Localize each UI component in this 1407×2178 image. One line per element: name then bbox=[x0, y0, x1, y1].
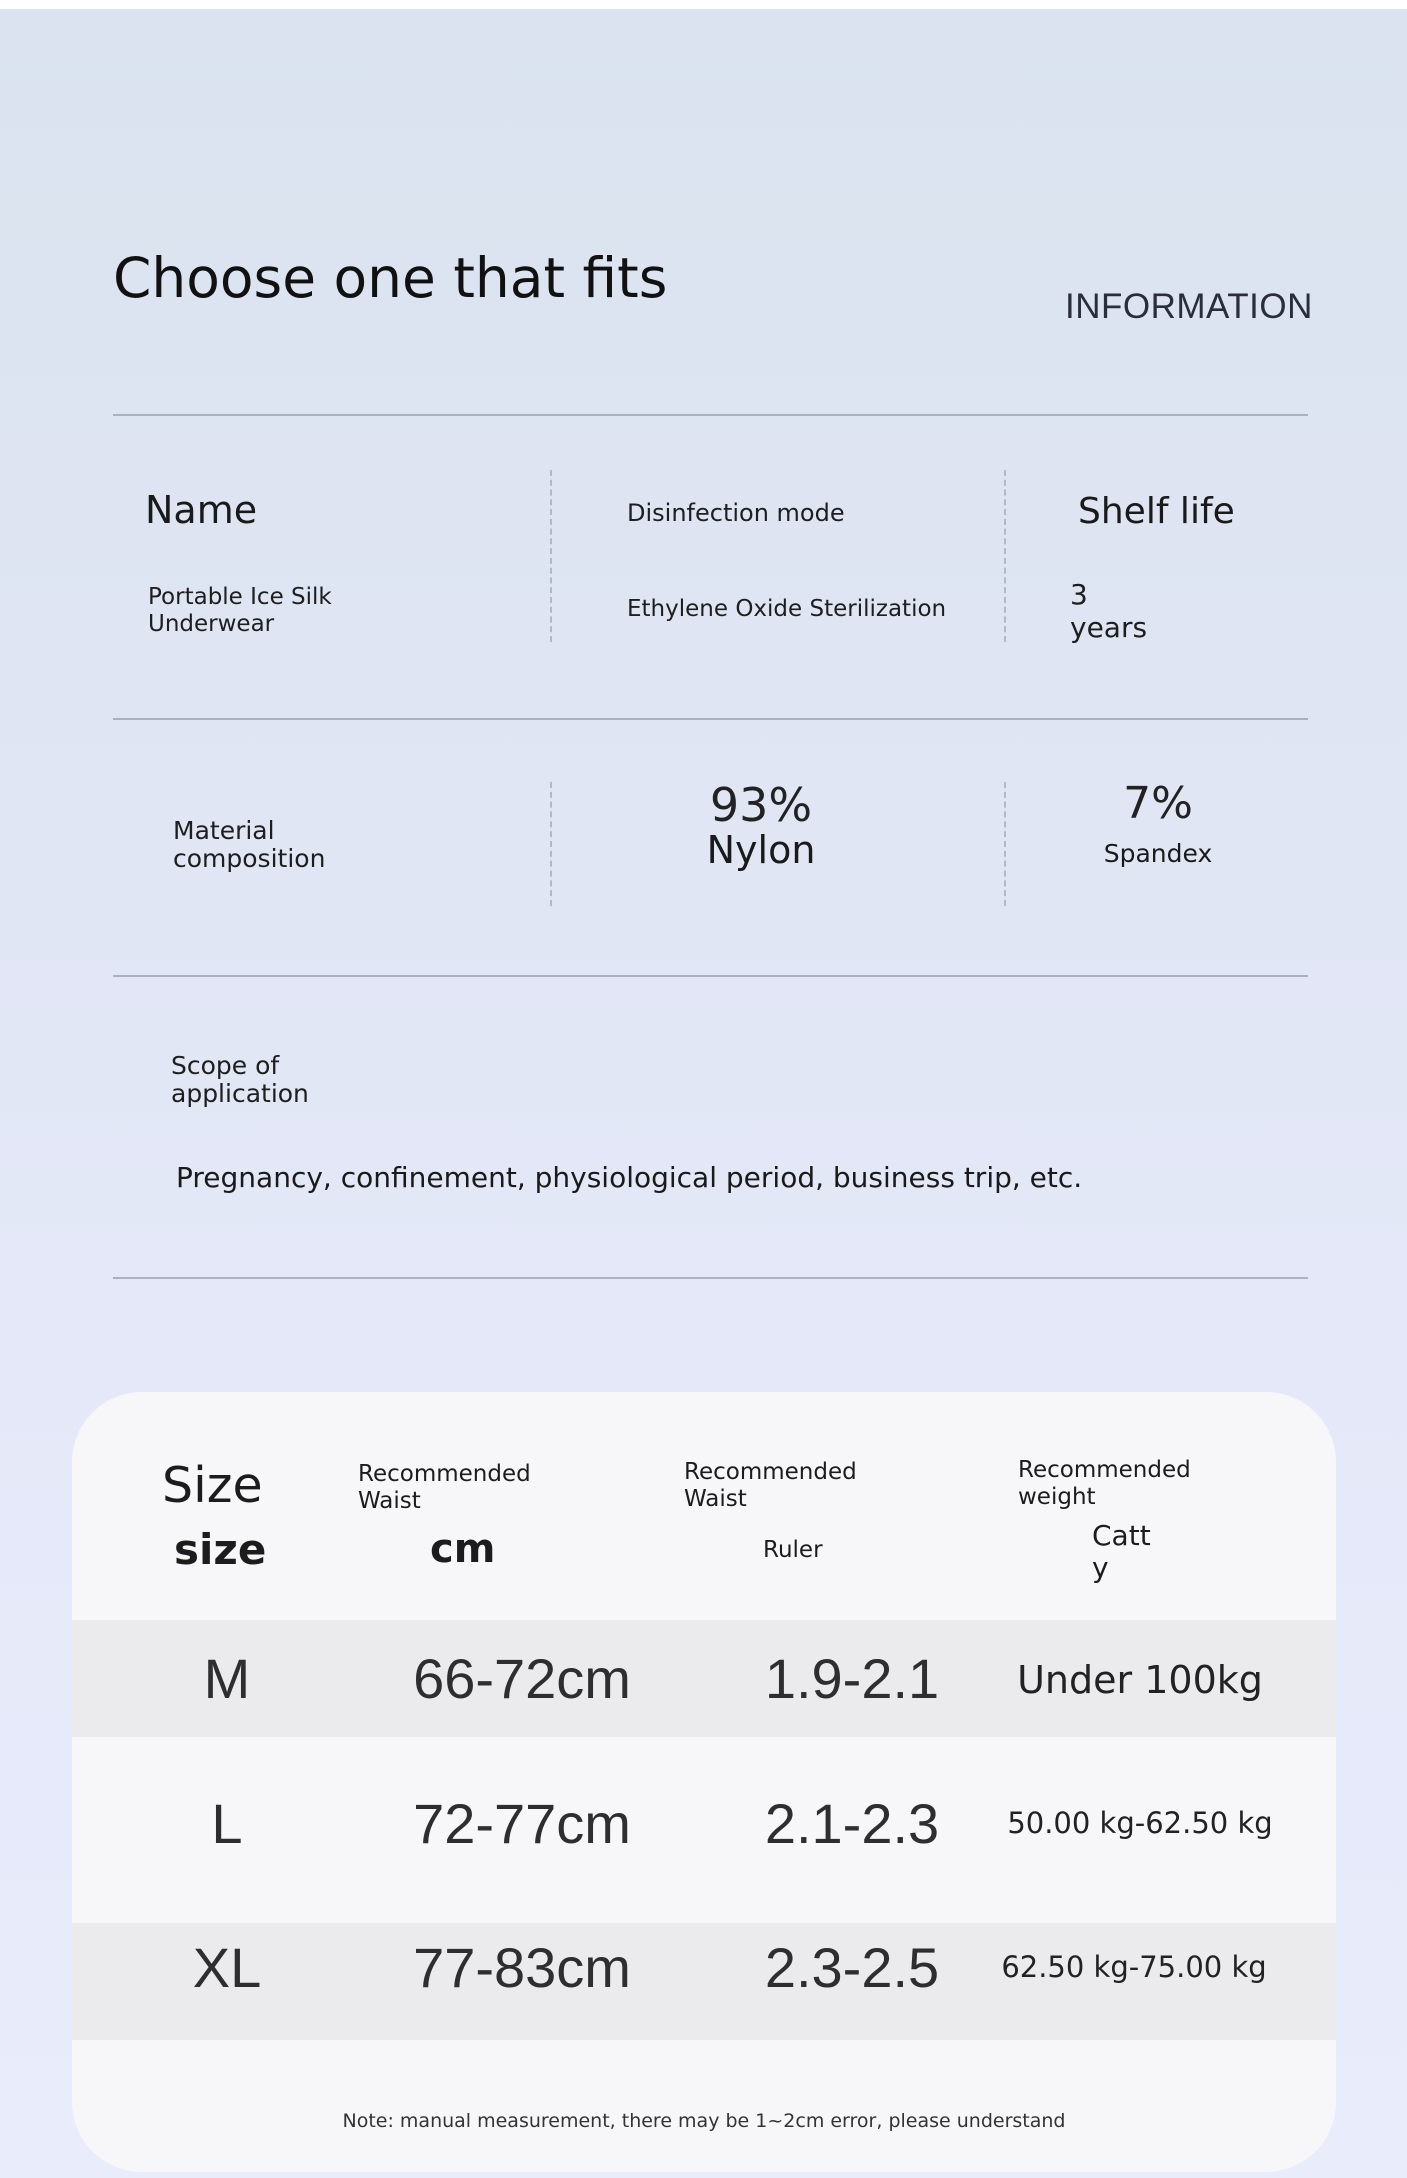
material-label: Material composition bbox=[173, 816, 326, 873]
table-cell-size: M bbox=[203, 1647, 251, 1710]
spandex-label: Spandex bbox=[1103, 839, 1213, 868]
page-title: Choose one that fits bbox=[113, 246, 668, 310]
waist-cm-unit: cm bbox=[430, 1526, 496, 1572]
divider-1 bbox=[113, 414, 1308, 416]
size-chart-card bbox=[72, 1392, 1336, 2172]
waist-ruler-unit: Ruler bbox=[763, 1537, 823, 1563]
disinfection-label: Disinfection mode bbox=[627, 499, 845, 527]
table-cell-waist-cm: 66-72cm bbox=[413, 1647, 631, 1710]
weight-unit: Catt y bbox=[1092, 1519, 1151, 1584]
divider-3 bbox=[113, 975, 1308, 977]
table-cell-size: XL bbox=[192, 1936, 262, 1999]
disinfection-value: Ethylene Oxide Sterilization bbox=[627, 596, 947, 622]
divider-4 bbox=[113, 1277, 1308, 1279]
column-separator bbox=[550, 470, 552, 642]
spandex-percent: 7% bbox=[1123, 778, 1193, 829]
table-cell-ruler: 2.3-2.5 bbox=[764, 1936, 940, 1999]
top-border bbox=[0, 0, 1407, 9]
divider-2 bbox=[113, 718, 1308, 720]
weight-header: Recommended weight bbox=[1018, 1457, 1191, 1510]
nylon-label: Nylon bbox=[706, 828, 816, 872]
table-cell-weight: 62.50 kg-75.00 kg bbox=[1001, 1950, 1267, 1984]
table-cell-waist-cm: 77-83cm bbox=[413, 1936, 631, 1999]
size-header-cn: size bbox=[174, 1525, 267, 1574]
waist-ruler-header: Recommended Waist bbox=[684, 1459, 857, 1512]
information-label: INFORMATION bbox=[1065, 287, 1313, 326]
table-cell-ruler: 2.1-2.3 bbox=[764, 1792, 940, 1855]
shelf-life-value: 3 years bbox=[1070, 578, 1148, 644]
table-cell-weight: 50.00 kg-62.50 kg bbox=[1007, 1806, 1273, 1840]
table-cell-size: L bbox=[211, 1792, 243, 1855]
size-header: Size bbox=[162, 1457, 263, 1514]
shelf-life-label: Shelf life bbox=[1078, 491, 1235, 532]
table-cell-ruler: 1.9-2.1 bbox=[764, 1647, 940, 1710]
column-separator bbox=[550, 782, 552, 906]
waist-cm-header: Recommended Waist bbox=[358, 1461, 531, 1514]
name-label: Name bbox=[145, 488, 258, 532]
scope-label: Scope of application bbox=[171, 1051, 309, 1108]
scope-value: Pregnancy, confinement, physiological period, business trip, etc. bbox=[176, 1161, 1083, 1194]
nylon-percent: 93% bbox=[709, 778, 813, 832]
table-cell-waist-cm: 72-77cm bbox=[413, 1792, 631, 1855]
column-separator bbox=[1004, 470, 1006, 642]
column-separator bbox=[1004, 782, 1006, 906]
measurement-note: Note: manual measurement, there may be 1~2cm error, please understand bbox=[342, 2110, 1066, 2132]
name-value: Portable Ice Silk Underwear bbox=[148, 584, 332, 637]
table-cell-weight: Under 100kg bbox=[1017, 1658, 1263, 1702]
